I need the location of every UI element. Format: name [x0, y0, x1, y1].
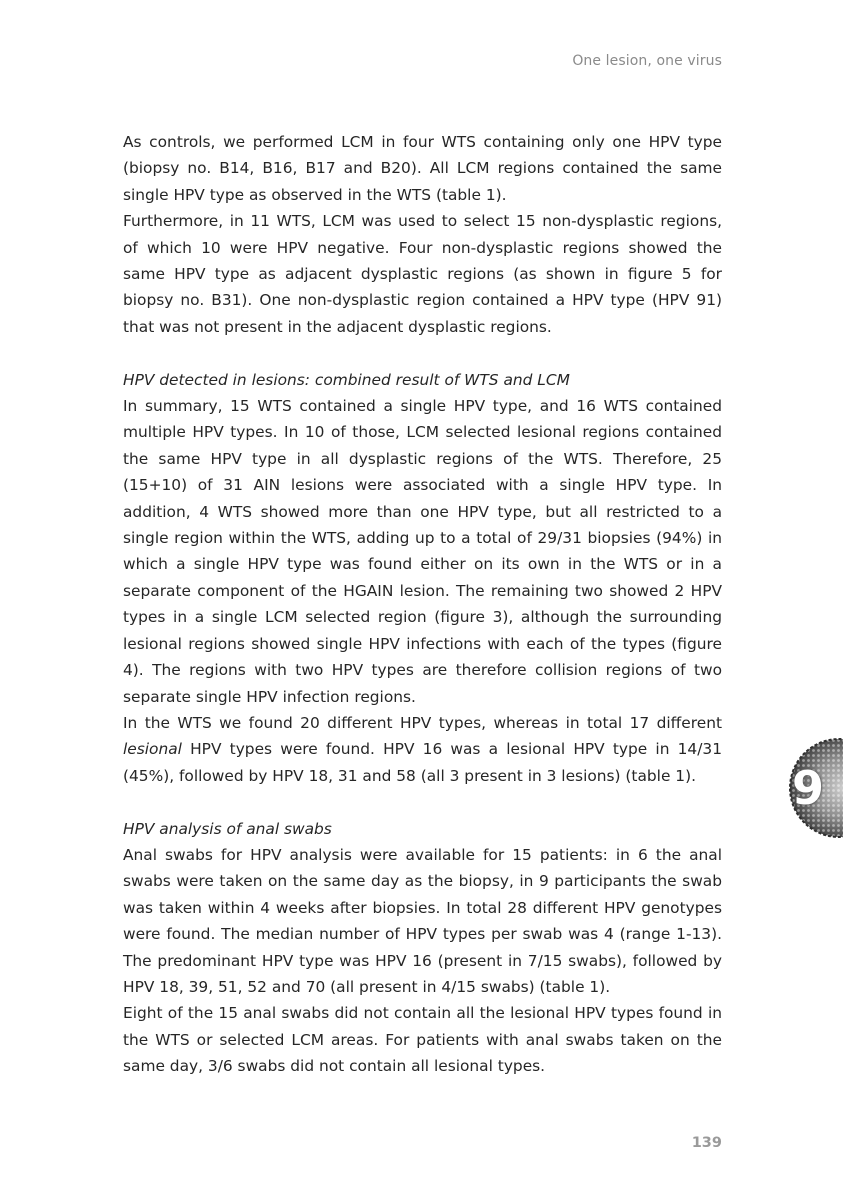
paragraph: In summary, 15 WTS contained a single HPV type, and 16 WTS contained multiple HPV types. In 10 of those, LCM selected lesional regions contained the same HPV type in all dysplastic regions of the WTS. Therefore, 25 (15+10) of 31 AIN lesions were associated with a single HPV type. In addition, 4 WTS showed more than one HPV type, but all restricted to a single region within the WTS, adding up to a total of 29/31 biopsies (94%) in which a single HPV type was found either on its own in the WTS or in a separate component of the HGAIN lesion. The remaining two showed 2 HPV types in a single LCM selected region (figure 3), although the surrounding lesional regions showed single HPV infections with each of the types (figure 4). The regions with two HPV types are therefore collision regions of two separate single HPV infection regions. [123, 397, 722, 706]
emphasis: lesional [123, 740, 182, 759]
paragraph: As controls, we performed LCM in four WTS containing only one HPV type (biopsy no. B14, B16, B17 and B20). All LCM regions contained the same single HPV type as observed in the WTS (table 1). [123, 133, 722, 204]
text-run: In the WTS we found 20 different HPV types, whereas in total 17 different [123, 713, 722, 732]
section-heading: HPV analysis of anal swabs [123, 819, 332, 838]
paragraph: Furthermore, in 11 WTS, LCM was used to select 15 non-dysplastic regions, of which 10 were HPV negative. Four non-dysplastic regions showed the same HPV type as adjacent dysplastic regions (as shown in figure 5 for biopsy no. B31). One non-dysplastic region contained a HPV type (HPV 91) that was not present in the adjacent dysplastic regions. [123, 212, 722, 336]
page-body [123, 129, 722, 1080]
running-head: One lesion, one virus [572, 53, 722, 69]
section-heading: HPV detected in lesions: combined result of WTS and LCM [123, 370, 570, 389]
paragraph [123, 710, 722, 789]
paragraph: Eight of the 15 anal swabs did not contain all the lesional HPV types found in the WTS or selected LCM areas. For patients with anal swabs taken on the same day, 3/6 swabs did not contain all lesional types. [123, 1004, 722, 1076]
page-number: 139 [691, 1135, 722, 1151]
chapter-number: 9 [792, 761, 825, 815]
text-run: HPV types were found. HPV 16 was a lesional HPV type in 14/31 (45%), followed by HPV 18, 31 and 58 (all 3 present in 3 lesions) (table 1). [123, 740, 722, 785]
paragraph: Anal swabs for HPV analysis were available for 15 patients: in 6 the anal swabs were taken on the same day as the biopsy, in 9 participants the swab was taken within 4 weeks after biopsies. In total 28 different HPV genotypes were found. The median number of HPV types per swab was 4 (range 1-13). The predominant HPV type was HPV 16 (present in 7/15 swabs), followed by HPV 18, 39, 51, 52 and 70 (all present in 4/15 swabs) (table 1). [123, 845, 722, 996]
